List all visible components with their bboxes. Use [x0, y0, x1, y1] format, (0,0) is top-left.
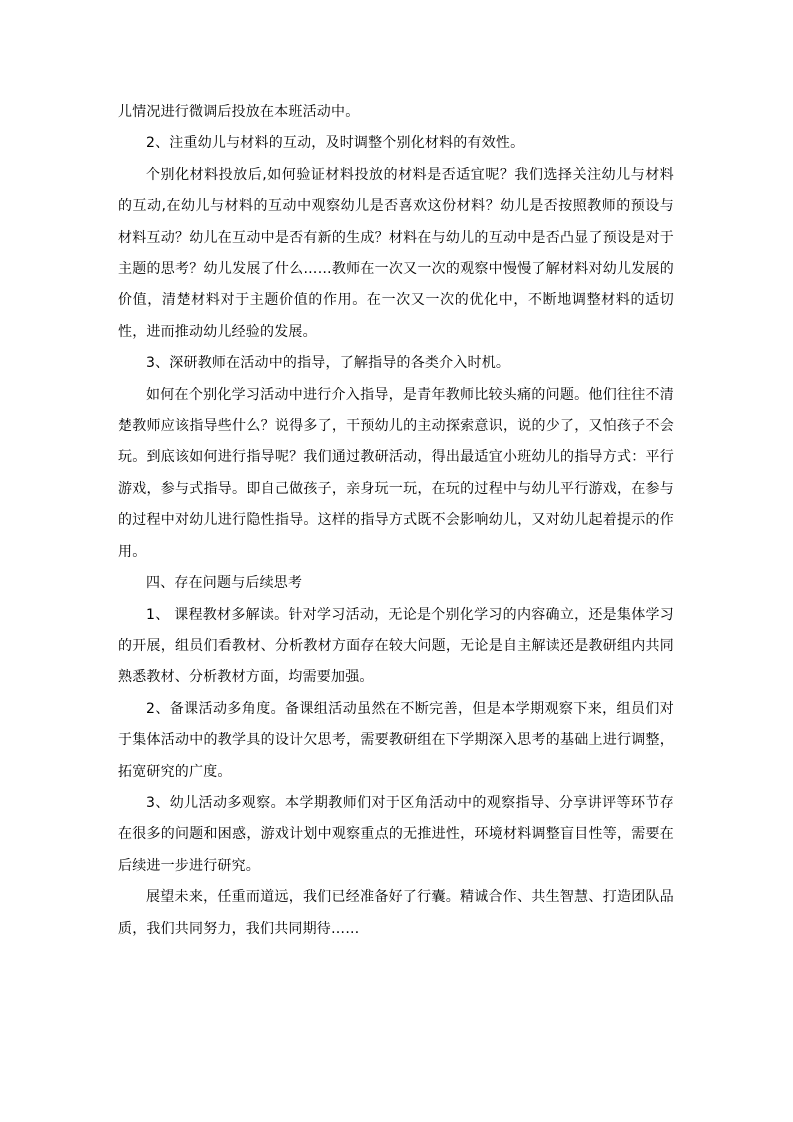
- subheading-teacher-guidance: 3、深研教师在活动中的指导，了解指导的各类介入时机。: [146, 355, 511, 372]
- subheading-material-interaction: 2、注重幼儿与材料的互动，及时调整个别化材料的有效性。: [146, 135, 525, 152]
- paragraph-lesson-planning: 2、备课活动多角度。备课组活动虽然在不断完善，但是本学期观察下来，组员们对于集体活动中的教学具的设计欠思考，需要教研组在下学期深入思考的基础上进行调整，拓宽研究的广度。: [118, 700, 674, 780]
- paragraph-material-verification: 个别化材料投放后,如何验证材料投放的材料是否适宜呢？我们选择关注幼儿与材料的互动,在幼儿与材料的互动中观察幼儿是否喜欢这份材料？幼儿是否按照教师的预设与材料互动？幼儿在互动中是否有新的生成？材料在与幼儿的互动中是否凸显了预设是对于主题的思考？幼儿发展了什么……教师在一次又一次的观察中慢慢了解材料对幼儿发展的价值，清楚材料对于主题价值的作用。在一次又一次的优化中，不断地调整材料的适切性，进而推动幼儿经验的发展。: [118, 166, 674, 340]
- paragraph-activity-observation: 3、幼儿活动多观察。本学期教师们对于区角活动中的观察指导、分享讲评等环节存在很多的问题和困惑，游戏计划中观察重点的无推进性，环境材料调整盲目性等，需要在后续进一步进行研究。: [118, 794, 674, 874]
- section-heading-problems: 四、存在问题与后续思考: [146, 575, 303, 592]
- paragraph-textbook-reading: 1、 课程教材多解读。针对学习活动，无论是个别化学习的内容确立，还是集体学习的开展，组员们看教材、分析教材方面存在较大问题，无论是自主解读还是教研组内共同熟悉教材、分析教材方面，均需要加强。: [118, 606, 674, 686]
- paragraph-continuation: 儿情况进行微调后投放在本班活动中。: [118, 104, 360, 120]
- paragraph-guidance-method: 如何在个别化学习活动中进行介入指导，是青年教师比较头痛的问题。他们往往不清楚教师应该指导些什么？说得多了，干预幼儿的主动探索意识，说的少了，又怕孩子不会玩。到底该如何进行指导呢？我们通过教研活动，得出最适宜小班幼儿的指导方式：平行游戏，参与式指导。即自己做孩子，亲身玩一玩，在玩的过程中与幼儿平行游戏，在参与的过程中对幼儿进行隐性指导。这样的指导方式既不会影响幼儿，又对幼儿起着提示的作用。: [118, 386, 674, 560]
- paragraph-outlook: 展望未来，任重而道远，我们已经准备好了行囊。精诚合作、共生智慧、打造团队品质，我们共同努力，我们共同期待……: [118, 889, 674, 937]
- document-page: [118, 0, 674, 1122]
